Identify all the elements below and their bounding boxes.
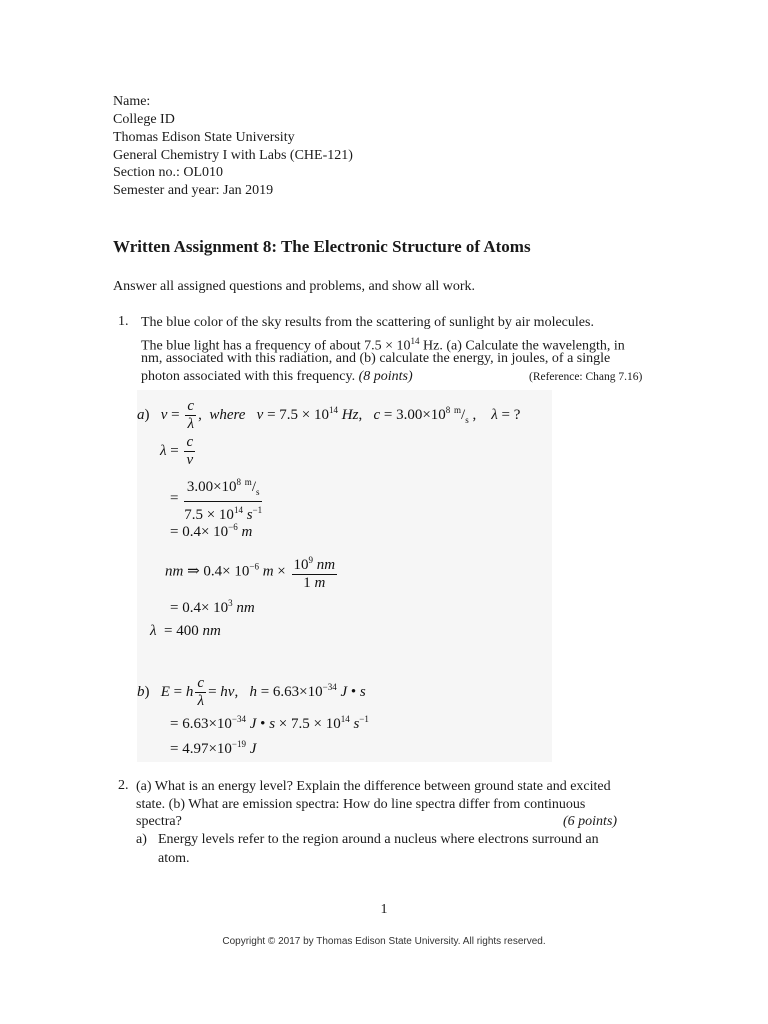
- answer-a-line-1: Energy levels refer to the region around a nucleus where electrons surround an: [158, 832, 599, 847]
- question-1-number: 1.: [118, 314, 129, 329]
- question-1-line-4: photon associated with this frequency. (8 points): [141, 369, 413, 384]
- answer-a-label: a): [136, 832, 147, 847]
- assignment-title: Written Assignment 8: The Electronic Structure of Atoms: [113, 237, 531, 256]
- answer-a-line-2: atom.: [158, 851, 190, 866]
- copyright-notice: Copyright © 2017 by Thomas Edison State University. All rights reserved.: [222, 936, 546, 947]
- question-2-points: (6 points): [563, 814, 618, 829]
- solution-image: a) ν = $\frac{c}{\lambda}$ , where $\nu = 7.5 \times 10^{14}$ Hz, $c = 3.00\times 10^8$ $^m/_s$ , λ = ? λ = $\frac{c}{\nu}$ = $\frac{3.00\times 10^8 ^m/_s}{7.5 \times 10^{14} s^{-1}}$ = $0.4\times 10^{-6}$ m nm ⇒ $0.4\times 10^{-6}$ m × $\frac{10^9 nm}{1 m}$ = $0.4\times 10^3$ nm λ = 400 nm b) E = h $\frac{c}{\lambda}$ = hν, $h = 6.63\times 10^{-34}$ J • s = $6.63\times 10^{-34}$ J • $s \times 7.5 \times 10^{14}$ $s^{-1}$ = $4.97\times 10^{-19}$ J: [137, 390, 552, 762]
- page-number: 1: [380, 902, 388, 917]
- university-line: Thomas Edison State University: [113, 130, 295, 145]
- question-1-line-3: nm, associated with this radiation, and (b) calculate the energy, in joules, of a single: [141, 351, 611, 366]
- section-line: Section no.: OL010: [113, 165, 224, 180]
- college-id-line: College ID: [113, 112, 175, 127]
- question-2-line-2: state. (b) What are emission spectra: How do line spectra differ from continuous: [136, 797, 586, 812]
- instructions: Answer all assigned questions and problems, and show all work.: [113, 279, 475, 294]
- question-1-line-2: The blue light has a frequency of about $7.5 \times 10^{14}$ Hz. (a) Calculate the wavelength, in: [141, 336, 625, 354]
- question-2-line-1: (a) What is an energy level? Explain the difference between ground state and excited: [136, 779, 611, 794]
- question-2-number: 2.: [118, 778, 129, 793]
- course-line: General Chemistry I with Labs (CHE-121): [113, 148, 353, 163]
- question-1-line-1: The blue color of the sky results from the scattering of sunlight by air molecules.: [141, 315, 594, 330]
- question-2-line-3: spectra?: [136, 814, 182, 829]
- name-line: Name:: [113, 94, 151, 109]
- semester-line: Semester and year: Jan 2019: [113, 183, 274, 198]
- question-1-points: (8 points): [358, 369, 413, 384]
- question-1-reference: (Reference: Chang 7.16): [529, 371, 643, 383]
